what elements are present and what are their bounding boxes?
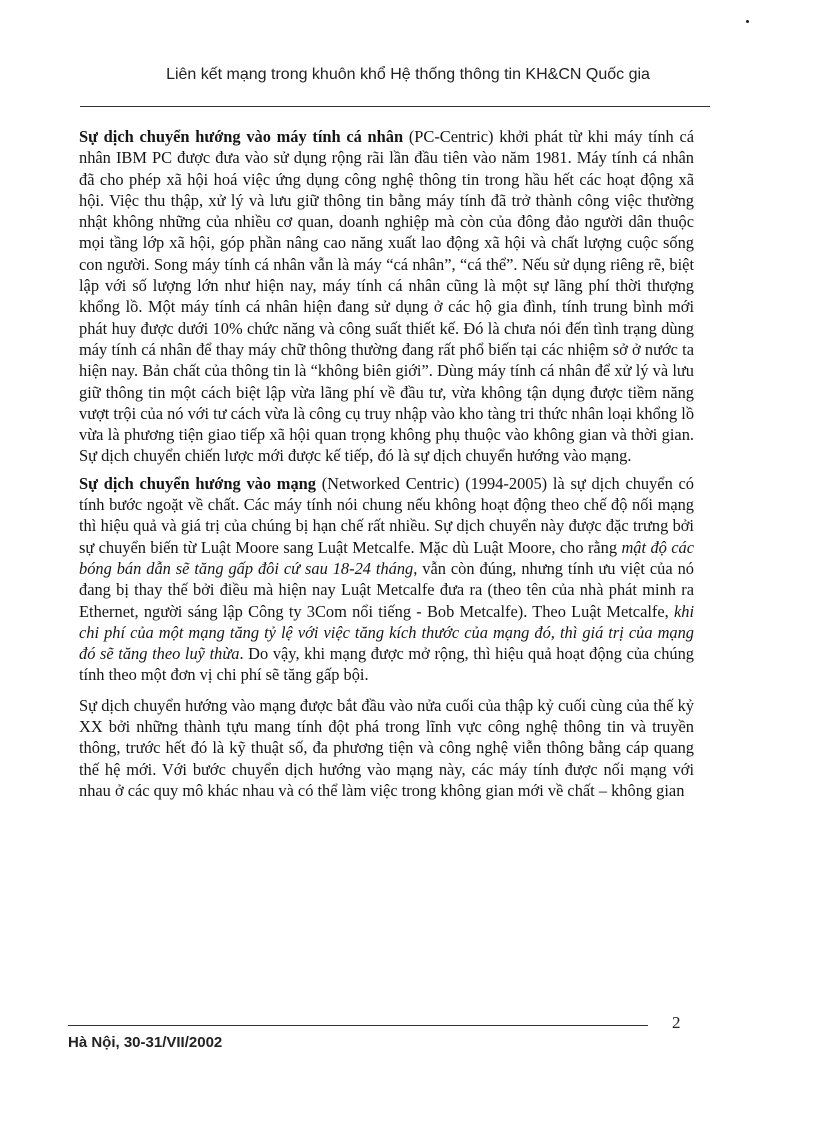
paragraph-pc-centric <box>79 126 694 467</box>
paragraph-lead: Sự dịch chuyển hướng vào máy tính cá nhân <box>79 127 404 146</box>
body-text <box>79 126 694 810</box>
running-header: Liên kết mạng trong khuôn khổ Hệ thống thông tin KH&CN Quốc gia <box>166 66 650 83</box>
footer-location-date: Hà Nội, 30-31/VII/2002 <box>68 1034 223 1051</box>
paragraph-network-shift <box>79 695 694 801</box>
paragraph-networked-centric <box>79 473 694 686</box>
metcalfe-law-quote: khi chi phí của một mạng tăng tỷ lệ với việc tăng kích thước của mạng đó, thì giá trị của mạng đó sẽ tăng theo luỹ thừa <box>79 601 694 664</box>
paragraph-text: (PC-Centric) khởi phát từ khi máy tính cá nhân IBM PC được đưa vào sử dụng rộng rãi lần đầu tiên vào năm 1981. Máy tính cá nhân đã cho phép xã hội hoá việc ứng dụng công nghệ thông tin trong hầu hết các hoạt động xã hội. Việc thu thập, xử lý và lưu giữ thông tin bằng máy tính đã trở thành công việc thường nhật không những của nhiều cơ quan, doanh nghiệp mà còn của đông đảo người dân thuộc mọi tầng lớp xã hội, góp phần nâng cao năng xuất lao động xã hội và chất lượng cuộc sống con người. Song máy tính cá nhân vẫn là máy “cá nhân”, “cá thể”. Nếu sử dụng riêng rẽ, biệt lập với số lượng lớn như hiện nay, máy tính cá nhân cũng là một sự lãng phí thời thượng khổng lồ. Một máy tính cá nhân hiện đang sử dụng ở các hộ gia đình, tính trung bình mới phát huy được dưới 10% chức năng và công suất thiết kế. Đó là chưa nói đến tình trạng dùng máy tính cá nhân để thay máy chữ thông thường đang rất phổ biến tại các nhiệm sở ở nước ta hiện nay. Bản chất của thông tin là “không biên giới”. Dùng máy tính cá nhân để xử lý và lưu giữ thông tin một cách biệt lập vừa lãng phí về đầu tư, vừa không tận dụng được tiềm năng vượt trội của nó với tư cách vừa là công cụ truy nhập vào kho tàng tri thức nhân loại khổng lồ vừa là phương tiện giao tiếp xã hội quan trọng không phụ thuộc vào không gian và thời gian. Sự dịch chuyển chiến lược mới được kế tiếp, đó là sự dịch chuyển hướng vào mạng. <box>79 127 695 466</box>
paragraph-text: . Do vậy, khi mạng được mở rộng, thì hiệu quả hoạt động của chúng tính theo một đơn vị chi phí sẽ tăng gấp bội. <box>79 644 694 685</box>
header-rule <box>80 106 710 107</box>
paragraph-text: (Networked Centric) (1994-2005) là sự dịch chuyển có tính bước ngoặt về chất. Các máy tính nói chung nếu không hoạt động theo chế độ nối mạng thì hiệu quả và giá trị của chúng bị hạn chế rất nhiều. Sự dịch chuyển này được đặc trưng bởi sự chuyển biến từ Luật Moore sang Luật Metcalfe. Mặc dù Luật Moore, cho rằng <box>79 473 694 557</box>
moore-law-quote: mật độ các bóng bán dẫn sẽ tăng gấp đôi cứ sau 18-24 tháng <box>79 537 694 578</box>
scan-speck <box>746 20 749 23</box>
paragraph-text: , vẫn còn đúng, nhưng tính ưu việt của nó đang bị thay thế bởi điều mà hiện nay Luật Metcalfe đưa ra (theo tên của nhà phát minh ra Ethernet, người sáng lập Công ty 3Com nổi tiếng - Bob Metcalfe). Theo Luật Metcalfe, <box>79 558 694 621</box>
paragraph-text: Sự dịch chuyển hướng vào mạng được bắt đầu vào nửa cuối của thập kỷ cuối cùng của thế kỷ XX bởi những thành tựu mang tính đột phá trong lĩnh vực công nghệ thông tin và truyền thông, trước hết đó là kỹ thuật số, đa phương tiện và công nghệ viễn thông bằng cáp quang thế hệ mới. Với bước chuyển dịch hướng vào mạng này, các máy tính được nối mạng với nhau ở các quy mô khác nhau và có thể làm việc trong không gian mới về chất – không gian <box>79 695 694 800</box>
page-number: 2 <box>672 1013 681 1032</box>
footer-rule <box>68 1025 648 1026</box>
paragraph-lead: Sự dịch chuyển hướng vào mạng <box>79 473 316 493</box>
